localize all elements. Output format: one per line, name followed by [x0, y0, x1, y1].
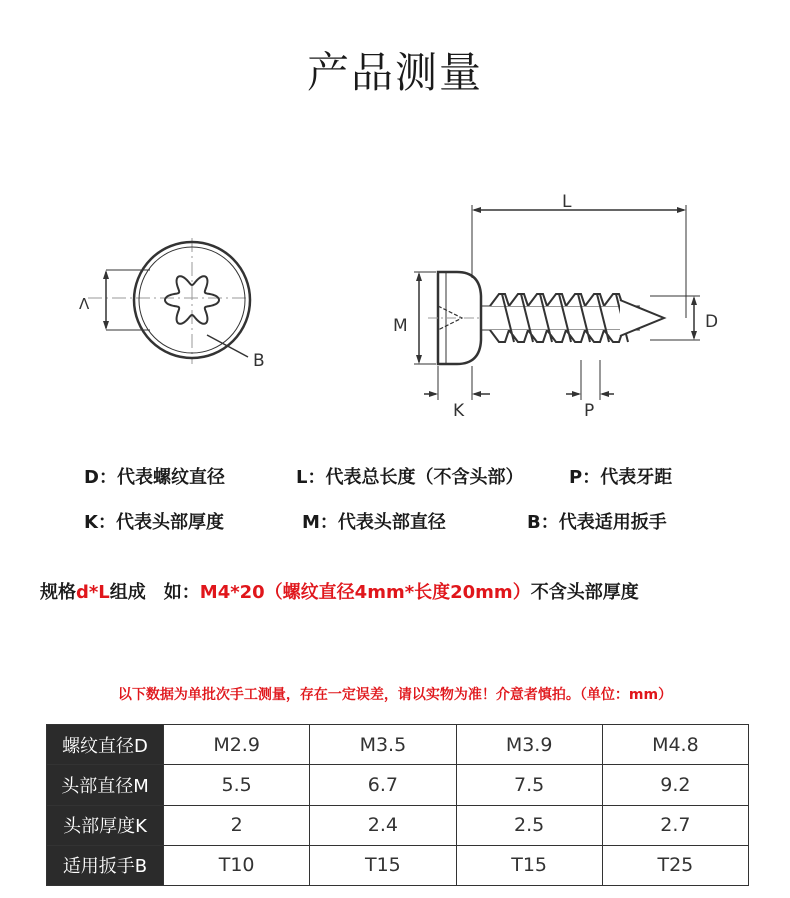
legend-m: M：代表头部直径 [302, 512, 446, 533]
spec-formula: d*L [76, 582, 110, 603]
label-m: M [393, 316, 408, 336]
spec-suffix: 组成 如： [109, 582, 200, 603]
table-row [47, 805, 749, 845]
spec-example: M4*20（螺纹直径4mm*长度20mm） [199, 582, 531, 603]
screw-tip [620, 300, 664, 336]
label-d: D [705, 312, 719, 332]
legend-b: B：代表适用扳手 [527, 512, 667, 533]
table-cell: 7.5 [456, 765, 602, 805]
row-header: 头部直径M [47, 765, 164, 805]
table-cell: M2.9 [164, 725, 310, 765]
table-cell: T10 [164, 845, 310, 885]
measurement-notice: 以下数据为单批次手工测量，存在一定误差，请以实物为准！介意者慎拍。（单位：mm） [117, 687, 673, 703]
label-top-dim: Λ [79, 295, 90, 313]
table-cell: M3.5 [310, 725, 456, 765]
legend-k: K：代表头部厚度 [84, 512, 224, 533]
spec-prefix: 规格 [40, 582, 76, 603]
label-l: L [562, 192, 572, 212]
table-cell: 2.4 [310, 805, 456, 845]
spec-line [40, 578, 639, 604]
row-header: 头部厚度K [47, 805, 164, 845]
legend-d: D：代表螺纹直径 [84, 467, 225, 488]
table-cell: T25 [602, 845, 748, 885]
table-row [47, 765, 749, 805]
label-p: P [584, 401, 595, 421]
table-cell: 6.7 [310, 765, 456, 805]
table-row [47, 845, 749, 885]
table-cell: 2 [164, 805, 310, 845]
label-b: B [253, 351, 265, 371]
spec-tail: 不含头部厚度 [530, 582, 639, 603]
measurement-table [46, 724, 749, 886]
table-cell: M3.9 [456, 725, 602, 765]
page-title: 产品测量 [306, 48, 483, 97]
row-header: 螺纹直径D [47, 725, 164, 765]
table-cell: 2.7 [602, 805, 748, 845]
label-k: K [453, 401, 465, 421]
table-cell: M4.8 [602, 725, 748, 765]
table-row [47, 725, 749, 765]
table-cell: 9.2 [602, 765, 748, 805]
legend-p: P：代表牙距 [569, 467, 673, 488]
legend-l: L：代表总长度（不含头部） [296, 467, 524, 488]
table-cell: T15 [456, 845, 602, 885]
top-view [88, 238, 250, 364]
table-cell: 2.5 [456, 805, 602, 845]
row-header: 适用扳手B [47, 845, 164, 885]
table-cell: 5.5 [164, 765, 310, 805]
table-cell: T15 [310, 845, 456, 885]
side-view [414, 205, 700, 400]
thread-profile [490, 294, 628, 342]
